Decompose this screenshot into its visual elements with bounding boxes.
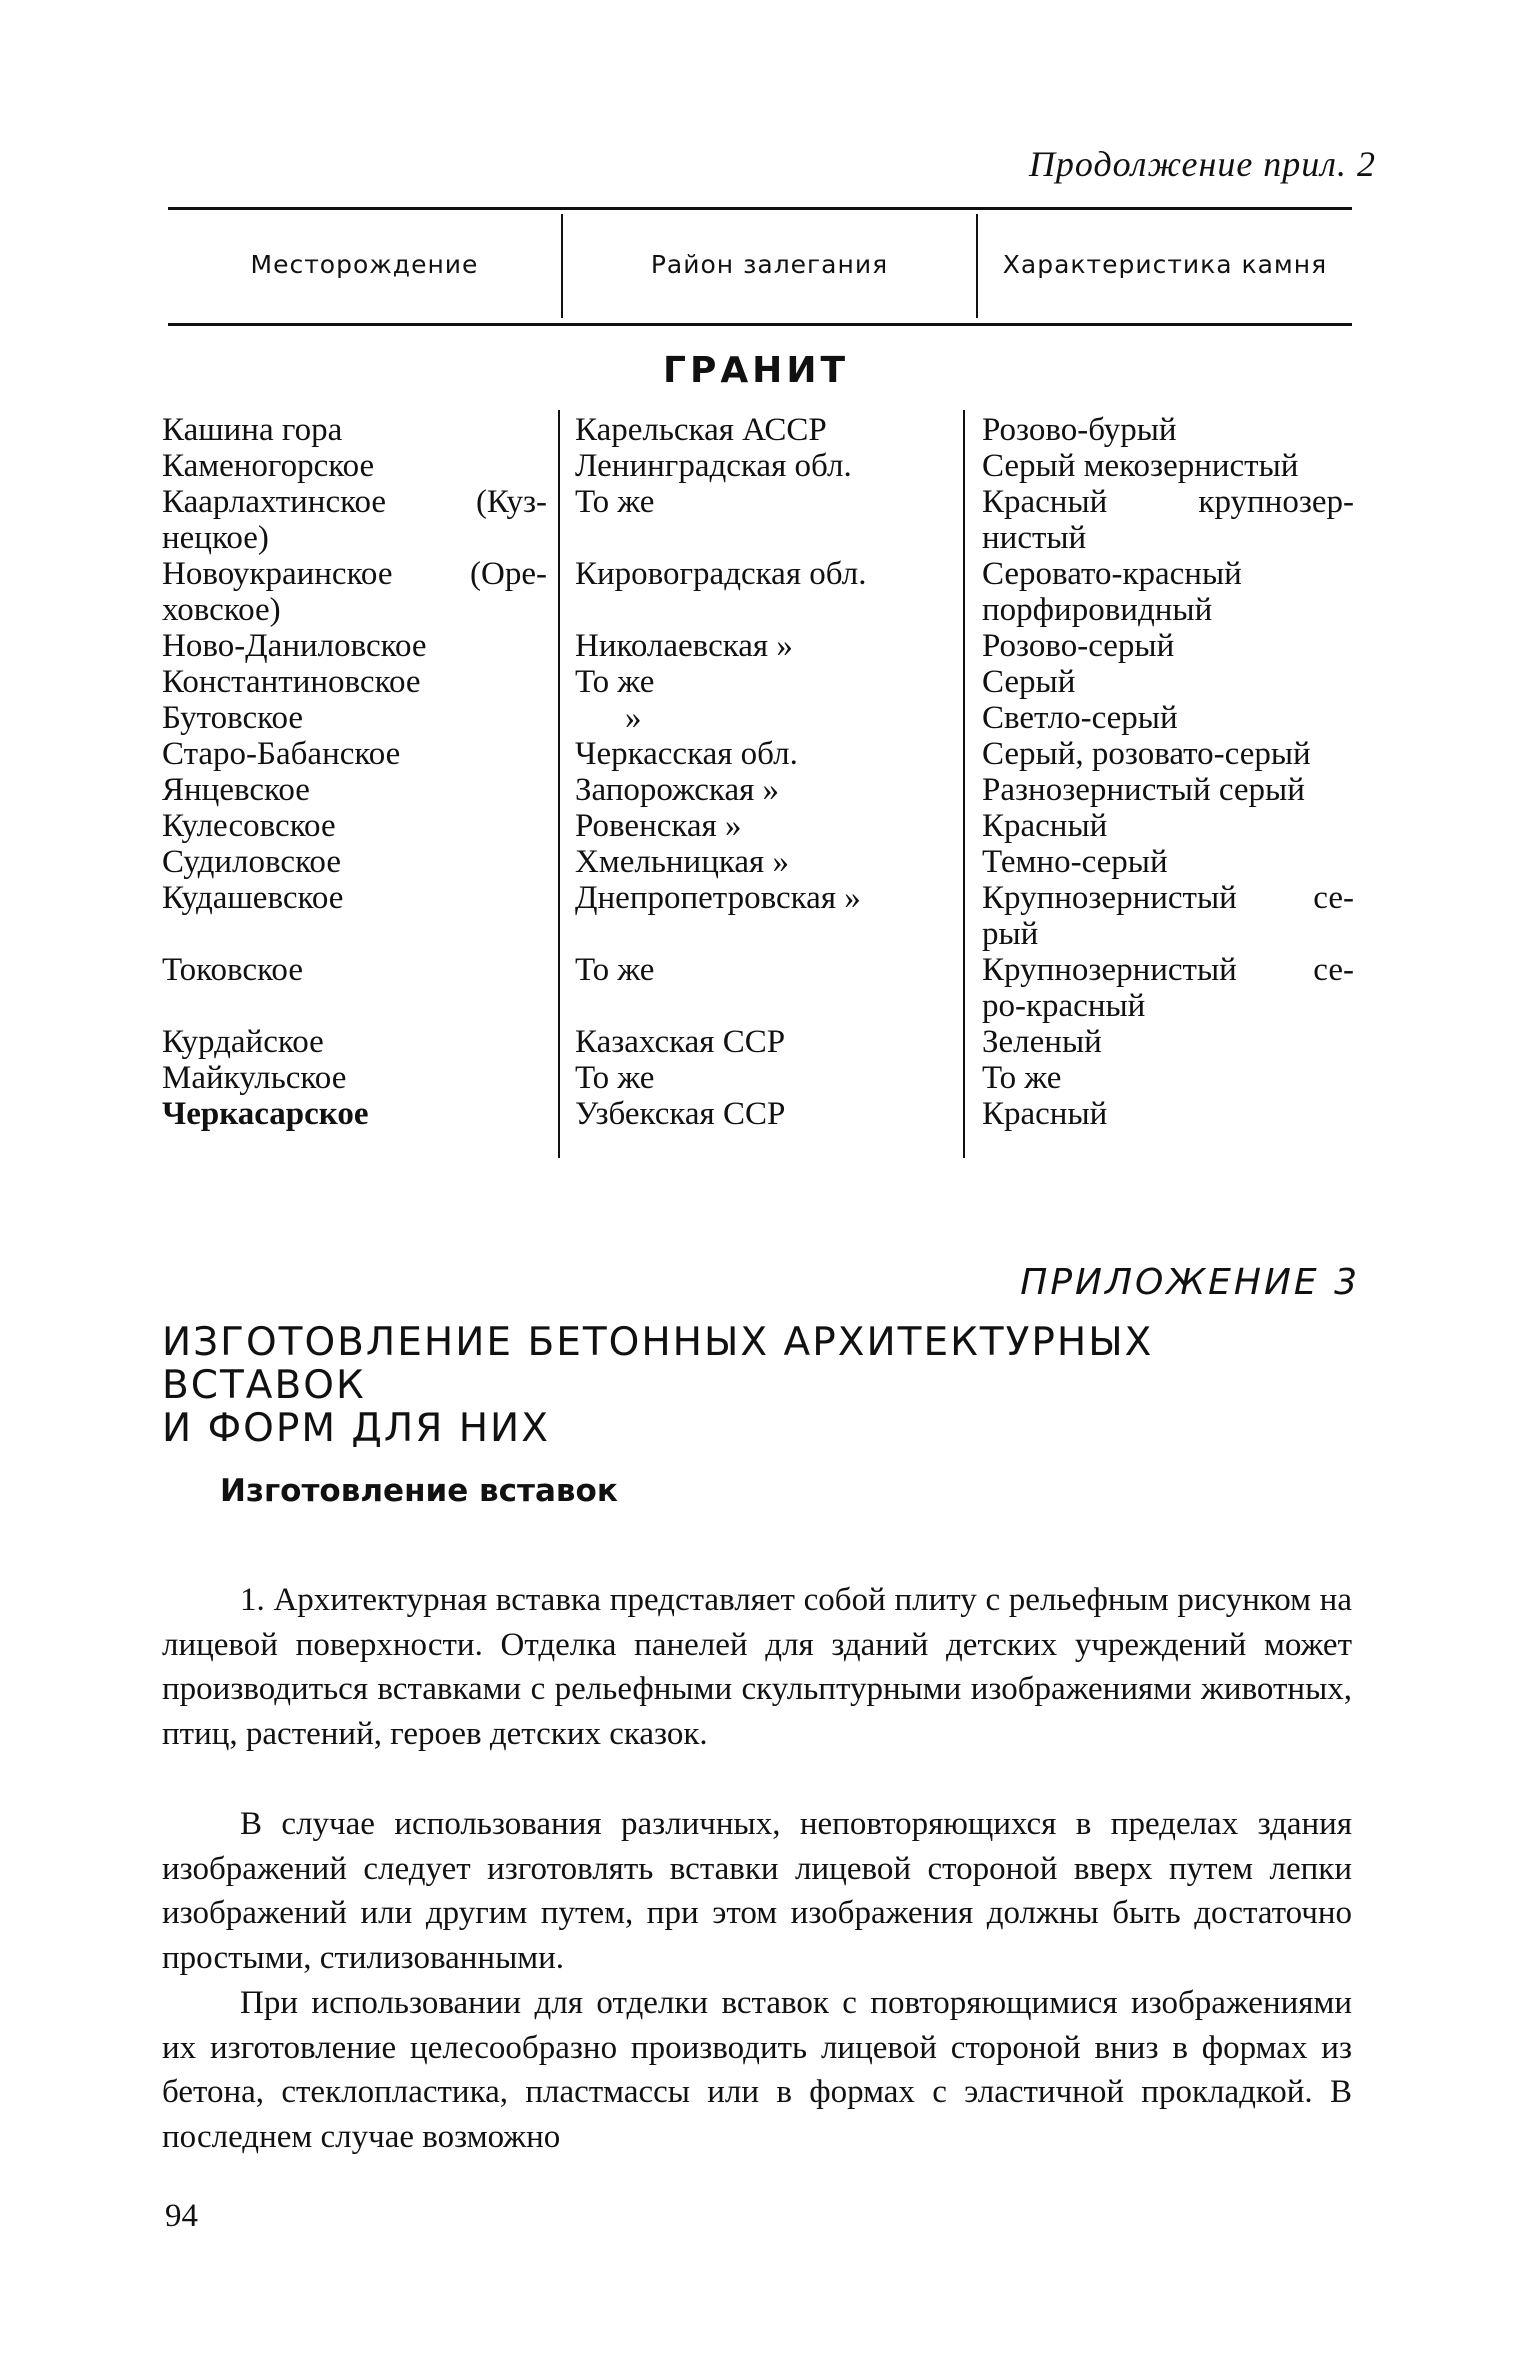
cell-character: Красный крупнозер- нистый	[982, 484, 1354, 556]
subsection-heading: Изготовление вставок	[220, 1473, 618, 1509]
cell-deposit: Кашина гора	[162, 412, 343, 448]
cell-region: То же	[575, 952, 655, 988]
cell-region: Кировоградская обл.	[575, 556, 867, 592]
cell-character: Темно-серый	[982, 844, 1168, 880]
page-number: 94	[165, 2198, 198, 2234]
cell-character: Разнозернистый серый	[982, 772, 1305, 808]
cell-region: Узбекская ССР	[575, 1096, 786, 1132]
cell-deposit: Каарлахтинское (Куз- нецкое)	[162, 484, 547, 556]
body-column-divider	[963, 410, 965, 1158]
cell-deposit: Черкасарское	[162, 1096, 369, 1132]
cell-deposit: Новоукраинское (Оре- ховское)	[162, 556, 547, 628]
column-header-character: Характеристика камня	[1002, 250, 1328, 279]
cell-character: То же	[982, 1060, 1062, 1096]
cell-region: Ленинградская обл.	[575, 448, 852, 484]
cell-region: Хмельницкая »	[575, 844, 789, 880]
table-section-title: ГРАНИТ	[663, 350, 849, 391]
table-top-rule	[168, 207, 1352, 210]
cell-character: Красный	[982, 808, 1108, 844]
cell-region: Запорожская »	[575, 772, 780, 808]
cell-region: Карельская АССР	[575, 412, 827, 448]
appendix-label: ПРИЛОЖЕНИЕ 3	[1020, 1262, 1360, 1303]
cell-character: Красный	[982, 1096, 1108, 1132]
cell-deposit: Ново-Даниловское	[162, 628, 427, 664]
continuation-label: Продолжение прил. 2	[1028, 144, 1376, 184]
cell-region: Казахская ССР	[575, 1024, 786, 1060]
cell-region: То же	[575, 664, 655, 700]
body-paragraph: При использовании для отделки вставок с повторяющимися изображениями их изготовление целесообразно производить лицевой стороной вниз в формах из бетона, стеклопластика, пластмассы или в формах с эластичной прокладкой. В последнем случае возможно	[162, 1985, 1352, 2155]
cell-deposit: Токовское	[162, 952, 303, 988]
cell-deposit: Константиновское	[162, 664, 421, 700]
cell-character: Серый мекозернистый	[982, 448, 1299, 484]
cell-character: Серый, розовато-серый	[982, 736, 1311, 772]
cell-character: Зеленый	[982, 1024, 1102, 1060]
cell-character: Светло-серый	[982, 700, 1178, 736]
cell-character: Розово-бурый	[982, 412, 1177, 448]
cell-character: Серовато-красный порфировидный	[982, 556, 1242, 628]
appendix-title: ИЗГОТОВЛЕНИЕ БЕТОННЫХ АРХИТЕКТУРНЫХ ВСТАВОК И ФОРМ ДЛЯ НИХ	[162, 1320, 1154, 1451]
cell-deposit: Кудашевское	[162, 880, 344, 916]
cell-deposit: Бутовское	[162, 700, 304, 736]
cell-deposit: Старо-Бабанское	[162, 736, 401, 772]
cell-region: Николаевская »	[575, 628, 793, 664]
table-header-rule	[168, 323, 1352, 326]
cell-region: Черкасская обл.	[575, 736, 798, 772]
body-paragraph: В случае использования различных, неповторяющихся в пределах здания изображений следует изготовлять вставки лицевой стороной вверх путем лепки изображений или другим путем, при этом изображения должны быть достаточно простыми, стилизованными.	[162, 1806, 1352, 1976]
cell-character: Розово-серый	[982, 628, 1175, 664]
cell-region: Днепропетровская »	[575, 880, 861, 916]
cell-character: Крупнозернистый се- рый	[982, 880, 1354, 952]
cell-character: Крупнозернистый се- ро-красный	[982, 952, 1354, 1024]
column-header-region: Район залегания	[650, 250, 889, 279]
cell-region: То же	[575, 1060, 655, 1096]
cell-region: Ровенская »	[575, 808, 742, 844]
body-paragraph: 1. Архитектурная вставка представляет собой плиту с рельефным рисунком на лицевой поверхности. Отделка панелей для зданий детских учреждений может производиться вставками с рельефными скульптурными изображениями животных, птиц, растений, героев детских сказок.	[162, 1582, 1352, 1752]
cell-deposit: Судиловское	[162, 844, 341, 880]
cell-deposit: Кулесовское	[162, 808, 336, 844]
cell-deposit: Курдайское	[162, 1024, 324, 1060]
cell-character: Серый	[982, 664, 1076, 700]
cell-deposit: Майкульское	[162, 1060, 347, 1096]
cell-deposit: Каменогорское	[162, 448, 375, 484]
cell-deposit: Янцевское	[162, 772, 310, 808]
cell-region: »	[625, 700, 642, 736]
body-column-divider	[558, 410, 560, 1158]
cell-region: То же	[575, 484, 655, 520]
column-header-deposit: Месторождение	[250, 250, 479, 279]
